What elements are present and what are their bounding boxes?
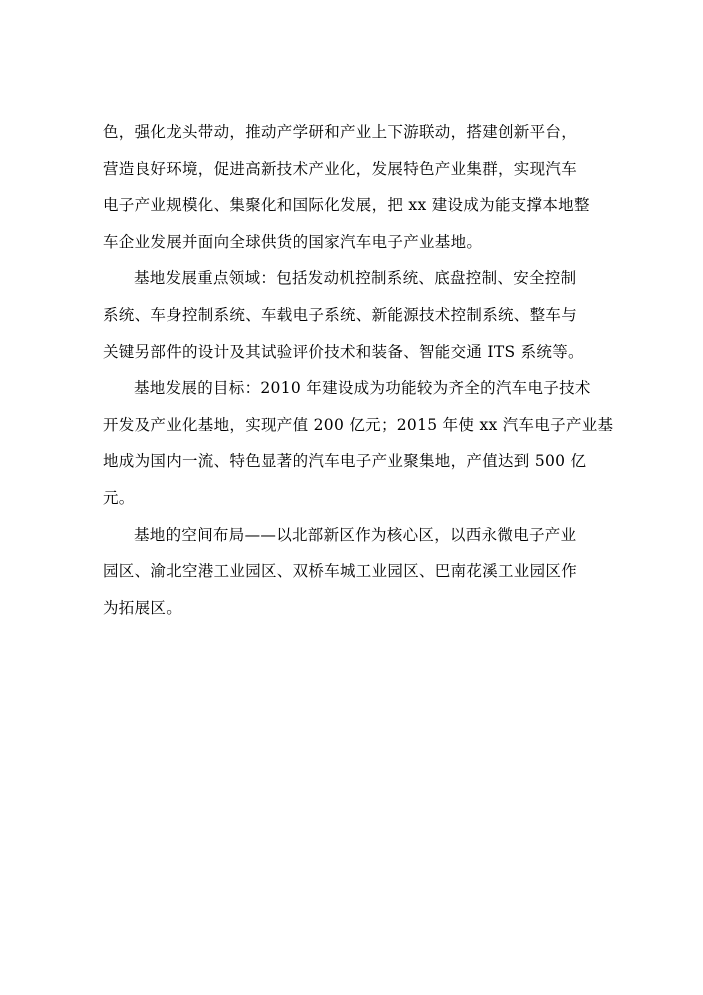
document-body <box>103 114 614 626</box>
text-line: 地成为国内一流、特色显著的汽车电子产业聚集地，产值达到 500 亿 <box>103 452 587 471</box>
paragraph-1 <box>103 114 603 260</box>
text-line: 车企业发展并面向全球供货的国家汽车电子产业基地。 <box>103 232 483 251</box>
text-line: 为拓展区。 <box>103 598 183 617</box>
text-line: 系统、车身控制系统、车载电子系统、新能源技术控制系统、整车与 <box>103 305 578 324</box>
text-line: 基地发展重点领域：包括发动机控制系统、底盘控制、安全控制 <box>134 269 577 288</box>
text-line: 元。 <box>103 488 135 507</box>
text-line: 电子产业规模化、集聚化和国际化发展，把 xx 建设成为能支撑本地整 <box>103 196 590 215</box>
text-line: 关键另部件的设计及其试验评价技术和装备、智能交通 ITS 系统等。 <box>103 342 584 361</box>
paragraph-3 <box>103 370 614 516</box>
text-line: 色，强化龙头带动，推动产学研和产业上下游联动，搭建创新平台， <box>103 123 578 141</box>
paragraph-4 <box>103 517 603 627</box>
text-line: 基地发展的目标：2010 年建设成为功能较为齐全的汽车电子技术 <box>134 379 591 398</box>
text-line: 开发及产业化基地，实现产值 200 亿元；2015 年使 xx 汽车电子产业基 <box>103 415 614 434</box>
text-line: 营造良好环境，促进高新技术产业化，发展特色产业集群，实现汽车 <box>103 159 578 178</box>
paragraph-2 <box>103 260 603 370</box>
text-line: 基地的空间布局——以北部新区作为核心区，以西永微电子产业 <box>134 525 577 544</box>
text-line: 园区、渝北空港工业园区、双桥车城工业园区、巴南花溪工业园区作 <box>103 562 578 581</box>
